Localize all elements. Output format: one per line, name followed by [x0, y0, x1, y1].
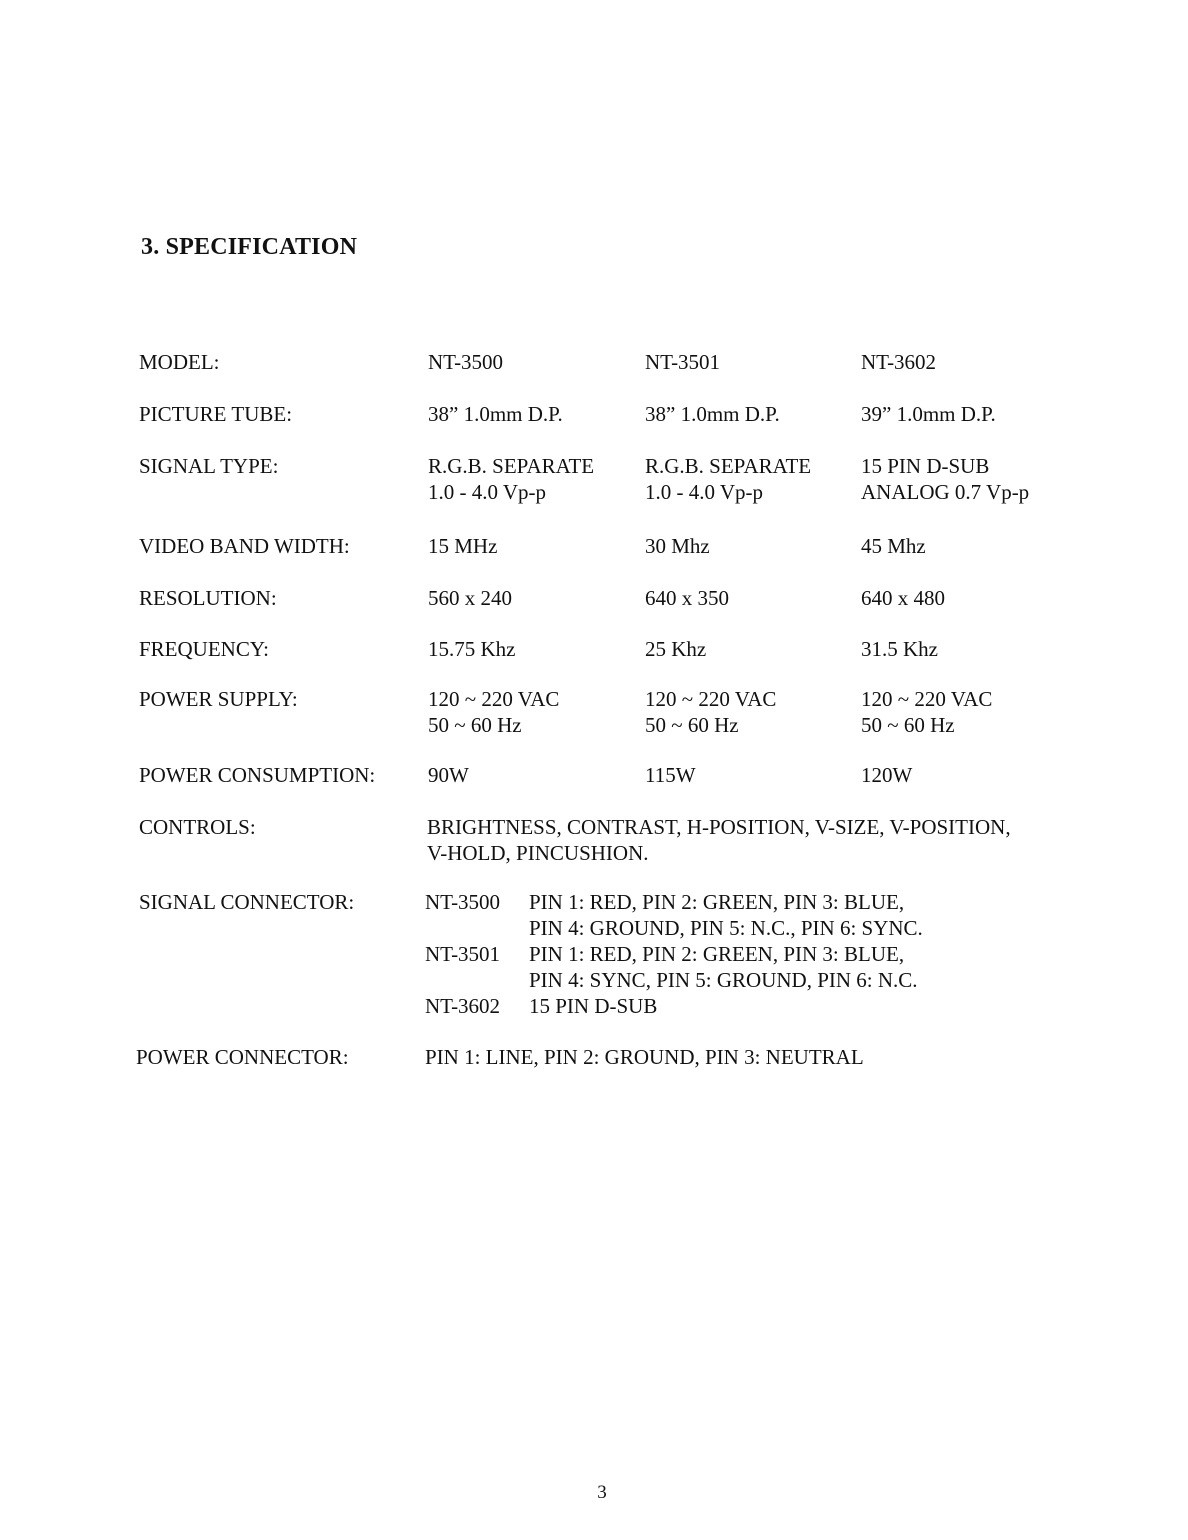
connector-model: NT-3602 [425, 994, 501, 1018]
spec-value-nt3501: 25 Khz [645, 637, 707, 661]
spec-value-line: BRIGHTNESS, CONTRAST, H-POSITION, V-SIZE, V-POSITION, [427, 815, 1011, 839]
pinout-line: PIN 1: RED, PIN 2: GREEN, PIN 3: BLUE, [529, 942, 905, 966]
power-connector-pinout: PIN 1: LINE, PIN 2: GROUND, PIN 3: NEUTRAL [425, 1045, 864, 1069]
spec-value-nt3501: 115W [645, 763, 696, 787]
spec-label: POWER CONSUMPTION: [139, 763, 376, 787]
pinout-line: PIN 4: SYNC, PIN 5: GROUND, PIN 6: N.C. [529, 968, 918, 992]
spec-label: VIDEO BAND WIDTH: [139, 534, 350, 558]
pinout-line: PIN 1: RED, PIN 2: GREEN, PIN 3: BLUE, [529, 890, 905, 914]
spec-value-line: 50 ~ 60 Hz [428, 713, 522, 737]
pinout-line: 15 PIN D-SUB [529, 994, 658, 1018]
connector-model: NT-3500 [425, 890, 501, 914]
spec-value-nt3602: NT-3602 [861, 350, 937, 374]
spec-value-nt3602: 45 Mhz [861, 534, 926, 558]
spec-value-line: R.G.B. SEPARATE [428, 454, 595, 478]
spec-label: POWER CONNECTOR: [136, 1045, 349, 1069]
spec-value-nt3500: 90W [428, 763, 469, 787]
section-title: 3. SPECIFICATION [141, 234, 358, 260]
spec-value-line: ANALOG 0.7 Vp-p [861, 480, 1030, 504]
spec-value-line: 1.0 - 4.0 Vp-p [645, 480, 764, 504]
spec-value-nt3602 [861, 686, 992, 738]
connector-pinout [529, 993, 657, 1019]
spec-label: PICTURE TUBE: [139, 402, 293, 426]
page-number [0, 1482, 1188, 1504]
spec-value-nt3500 [428, 686, 559, 738]
spec-value-nt3500: 15.75 Khz [428, 637, 516, 661]
spec-value-line: 120 ~ 220 VAC [861, 687, 993, 711]
spec-value-nt3501: 30 Mhz [645, 534, 710, 558]
spec-label: SIGNAL TYPE: [139, 454, 279, 478]
connector-model: NT-3501 [425, 942, 501, 966]
spec-label: SIGNAL CONNECTOR: [139, 890, 355, 914]
spec-value-nt3500: 560 x 240 [428, 586, 512, 610]
spec-value-nt3500: 15 MHz [428, 534, 498, 558]
spec-value-nt3501: NT-3501 [645, 350, 721, 374]
spec-value-line: 50 ~ 60 Hz [861, 713, 955, 737]
spec-value-nt3501 [645, 453, 811, 505]
spec-value-nt3500 [428, 453, 594, 505]
spec-label: RESOLUTION: [139, 586, 277, 610]
spec-label: FREQUENCY: [139, 637, 269, 661]
spec-value-nt3500: NT-3500 [428, 350, 504, 374]
page-number-text: 3 [597, 1482, 607, 1503]
spec-value-nt3500: 38” 1.0mm D.P. [428, 402, 563, 426]
spec-label: CONTROLS: [139, 815, 256, 839]
spec-value-nt3501 [645, 686, 776, 738]
spec-value-nt3501: 640 x 350 [645, 586, 729, 610]
spec-value-line: R.G.B. SEPARATE [645, 454, 812, 478]
spec-value-nt3602: 120W [861, 763, 913, 787]
spec-value-nt3602: 39” 1.0mm D.P. [861, 402, 996, 426]
spec-value-line: 120 ~ 220 VAC [645, 687, 777, 711]
pinout-line: PIN 4: GROUND, PIN 5: N.C., PIN 6: SYNC. [529, 916, 923, 940]
spec-label: MODEL: [139, 350, 220, 374]
spec-value-nt3602: 31.5 Khz [861, 637, 938, 661]
spec-value-nt3501: 38” 1.0mm D.P. [645, 402, 780, 426]
spec-value-line: 15 PIN D-SUB [861, 454, 990, 478]
connector-pinout [529, 889, 923, 941]
spec-value-nt3602: 640 x 480 [861, 586, 945, 610]
controls-list [427, 814, 1011, 866]
spec-label: POWER SUPPLY: [139, 687, 298, 711]
connector-pinout [529, 941, 918, 993]
spec-value-nt3602 [861, 453, 1029, 505]
spec-value-line: V-HOLD, PINCUSHION. [427, 841, 649, 865]
spec-value-line: 1.0 - 4.0 Vp-p [428, 480, 547, 504]
spec-value-line: 50 ~ 60 Hz [645, 713, 739, 737]
spec-value-line: 120 ~ 220 VAC [428, 687, 560, 711]
